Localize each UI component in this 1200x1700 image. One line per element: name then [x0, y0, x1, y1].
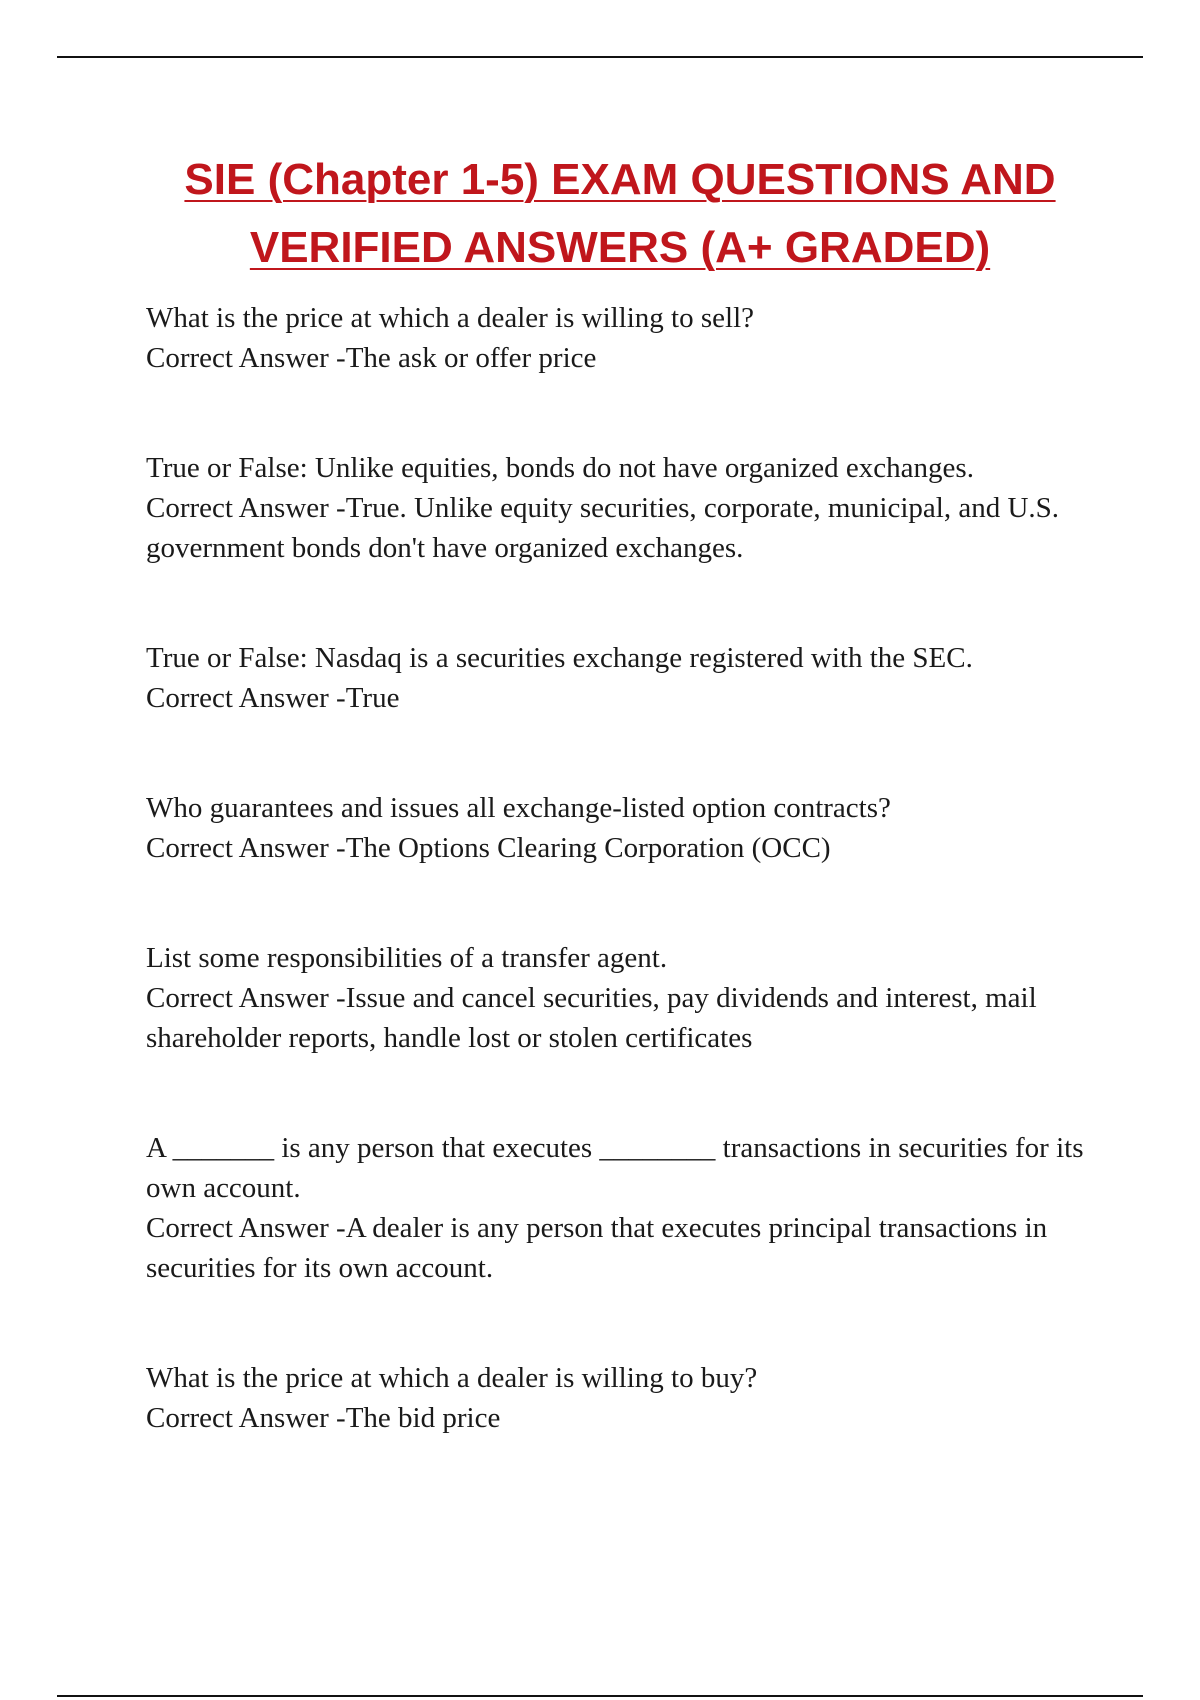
qa-item-3 — [146, 638, 1096, 718]
title-line-1: SIE (Chapter 1-5) EXAM QUESTIONS AND — [184, 155, 1056, 204]
bottom-divider — [57, 1695, 1143, 1697]
question-text: List some responsibilities of a transfer agent. — [146, 942, 668, 974]
qa-item-1 — [146, 298, 1096, 378]
qa-list — [146, 298, 1096, 1438]
answer-text: Correct Answer -True. Unlike equity securities, corporate, municipal, and U.S. government bonds don't have organized exchanges. — [146, 492, 1060, 564]
document-title — [100, 146, 1140, 282]
answer-text: Correct Answer -A dealer is any person that executes principal transactions in securities for its own account. — [146, 1212, 1048, 1284]
answer-text: Correct Answer -True — [146, 682, 400, 714]
top-divider — [57, 56, 1143, 58]
qa-item-4 — [146, 788, 1096, 868]
qa-item-7 — [146, 1358, 1096, 1438]
question-text: True or False: Nasdaq is a securities exchange registered with the SEC. — [146, 642, 973, 674]
answer-text: Correct Answer -The ask or offer price — [146, 342, 597, 374]
qa-item-5 — [146, 938, 1096, 1058]
question-text: Who guarantees and issues all exchange-listed option contracts? — [146, 792, 891, 824]
question-text: True or False: Unlike equities, bonds do not have organized exchanges. — [146, 452, 974, 484]
answer-text: Correct Answer -The Options Clearing Corporation (OCC) — [146, 832, 831, 864]
answer-text: Correct Answer -The bid price — [146, 1402, 501, 1434]
question-text: What is the price at which a dealer is willing to sell? — [146, 302, 754, 334]
qa-item-2 — [146, 448, 1096, 568]
question-text: A _______ is any person that executes ________ transactions in securities for its own account. — [146, 1132, 1084, 1204]
title-line-2: VERIFIED ANSWERS (A+ GRADED) — [249, 223, 991, 272]
qa-item-6 — [146, 1128, 1096, 1288]
answer-text: Correct Answer -Issue and cancel securities, pay dividends and interest, mail shareholder reports, handle lost or stolen certificates — [146, 982, 1037, 1054]
question-text: What is the price at which a dealer is willing to buy? — [146, 1362, 758, 1394]
